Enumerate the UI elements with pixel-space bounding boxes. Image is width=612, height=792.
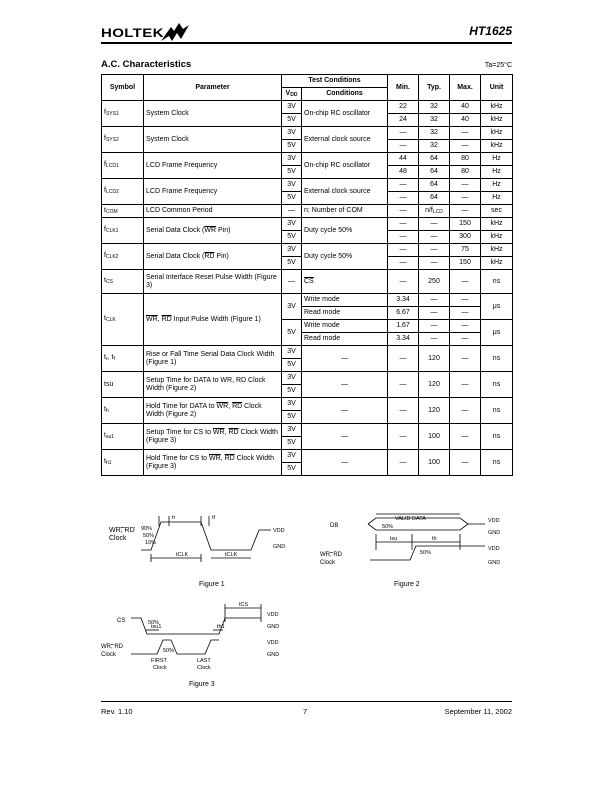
min-cell: 6.67 <box>388 307 419 320</box>
figure-3-caption: Figure 3 <box>189 681 215 688</box>
typ-cell: 32 <box>419 101 450 114</box>
col-unit: Unit <box>481 75 513 101</box>
table-row <box>102 346 513 359</box>
vdd-cell: 3V <box>282 179 302 192</box>
symbol-cell: $t_h$ <box>102 398 144 424</box>
fig1-tclk-2: tCLK <box>225 552 238 558</box>
figure-1-caption: Figure 1 <box>199 581 225 588</box>
max-cell: 40 <box>450 114 481 127</box>
cond-cell: — <box>302 398 388 424</box>
cond-cell: — <box>302 372 388 398</box>
table-row <box>102 127 513 140</box>
vdd-cell: 3V <box>282 244 302 257</box>
max-cell: 150 <box>450 218 481 231</box>
vdd-cell: 3V <box>282 372 302 385</box>
unit-cell: kHz <box>481 127 513 140</box>
symbol-cell: $f_{SYS2}$ <box>102 127 144 153</box>
fig3-vdd-1: VDD <box>267 612 279 618</box>
unit-cell: kHz <box>481 114 513 127</box>
fig2-50pct-2: 50% <box>420 550 432 556</box>
max-cell: — <box>450 127 481 140</box>
fig3-gnd-2: GND <box>267 652 280 658</box>
vdd-cell: 5V <box>282 385 302 398</box>
vdd-cell: 5V <box>282 140 302 153</box>
fig1-signal-label: WR, RD <box>109 527 135 534</box>
min-cell: — <box>388 179 419 192</box>
max-cell: — <box>450 307 481 320</box>
min-cell: — <box>388 450 419 476</box>
figure-1-timing-diagram <box>101 510 311 590</box>
vdd-cell: 5V <box>282 231 302 244</box>
max-cell: 75 <box>450 244 481 257</box>
min-cell: 22 <box>388 101 419 114</box>
fig1-gnd: GND <box>273 544 286 550</box>
max-cell: — <box>450 424 481 450</box>
figure-3-timing-diagram <box>101 598 311 693</box>
vdd-cell: 5V <box>282 320 302 346</box>
param-cell: Setup Time for CS to $\overline{WR}$, $\overline{RD}$ Clock Width (Figure 3) <box>144 424 282 450</box>
param-cell: Serial Data Clock ($\overline{WR}$ Pin) <box>144 218 282 244</box>
fig3-signal-label: WR, RD <box>101 644 123 650</box>
table-row <box>102 218 513 231</box>
max-cell: — <box>450 205 481 218</box>
fig3-tcs: tCS <box>239 602 249 608</box>
param-cell: System Clock <box>144 101 282 127</box>
unit-cell: ns <box>481 346 513 372</box>
vdd-cell: 5V <box>282 359 302 372</box>
max-cell: 40 <box>450 101 481 114</box>
max-cell: — <box>450 140 481 153</box>
fig2-clock-label: Clock <box>320 560 336 566</box>
typ-cell: 64 <box>419 166 450 179</box>
vdd-cell: 5V <box>282 166 302 179</box>
col-typ: Typ. <box>419 75 450 101</box>
vdd-cell: — <box>282 205 302 218</box>
table-row <box>102 372 513 385</box>
symbol-cell: $f_{CLK1}$ <box>102 218 144 244</box>
figure-2-caption: Figure 2 <box>394 581 420 588</box>
cond-cell: On-chip RC oscillator <box>302 101 388 127</box>
symbol-cell: $f_{SYS1}$ <box>102 101 144 127</box>
header-row <box>102 75 513 88</box>
col-parameter: Parameter <box>144 75 282 101</box>
min-cell: 44 <box>388 153 419 166</box>
fig1-clock-label: Clock <box>109 535 127 542</box>
section-title: A.C. Characteristics <box>101 59 192 70</box>
max-cell: — <box>450 192 481 205</box>
unit-cell: sec <box>481 205 513 218</box>
fig2-tsu: tsu <box>390 536 398 542</box>
ac-characteristics-table <box>101 74 513 476</box>
typ-cell: 64 <box>419 192 450 205</box>
min-cell: — <box>388 192 419 205</box>
unit-cell: Hz <box>481 153 513 166</box>
typ-cell: 64 <box>419 153 450 166</box>
unit-cell: kHz <box>481 101 513 114</box>
col-vdd: $V_{DD}$ <box>282 88 302 101</box>
fig2-50pct-1: 50% <box>382 524 394 530</box>
unit-cell: ns <box>481 270 513 294</box>
param-cell: Setup Time for DATA to WR, RD Clock Width (Figure 2) <box>144 372 282 398</box>
symbol-cell: $t_{su1}$ <box>102 424 144 450</box>
max-cell: — <box>450 333 481 346</box>
min-cell: — <box>388 424 419 450</box>
figure-2-timing-diagram <box>320 510 520 590</box>
max-cell: 300 <box>450 231 481 244</box>
cond-cell: — <box>302 450 388 476</box>
typ-cell: — <box>419 244 450 257</box>
typ-cell: 120 <box>419 346 450 372</box>
vdd-cell: 5V <box>282 114 302 127</box>
cond-cell: External clock source <box>302 179 388 205</box>
param-cell: LCD Frame Frequency <box>144 179 282 205</box>
symbol-cell: $t_{CS}$ <box>102 270 144 294</box>
unit-cell: Hz <box>481 166 513 179</box>
unit-cell: μs <box>481 294 513 320</box>
symbol-cell: $f_{LCD1}$ <box>102 153 144 179</box>
table-row <box>102 270 513 294</box>
param-cell: LCD Frame Frequency <box>144 153 282 179</box>
cond-cell: Duty cycle 50% <box>302 244 388 270</box>
min-cell: — <box>388 257 419 270</box>
fig1-tf: tf <box>212 515 216 521</box>
max-cell: — <box>450 372 481 398</box>
min-cell: 3.34 <box>388 294 419 307</box>
vdd-cell: 5V <box>282 437 302 450</box>
unit-cell: ns <box>481 372 513 398</box>
fig3-cs-label: CS <box>117 618 126 624</box>
fig3-clock-label: Clock <box>101 652 117 658</box>
unit-cell: Hz <box>481 179 513 192</box>
unit-cell: kHz <box>481 244 513 257</box>
cond-cell: Write mode <box>302 294 388 307</box>
min-cell: 24 <box>388 114 419 127</box>
vdd-cell: 5V <box>282 411 302 424</box>
max-cell: — <box>450 179 481 192</box>
fig3-vdd-2: VDD <box>267 640 279 646</box>
min-cell: — <box>388 398 419 424</box>
cond-cell: $\overline{CS}$ <box>302 270 388 294</box>
vdd-cell: 3V <box>282 398 302 411</box>
typ-cell: 250 <box>419 270 450 294</box>
max-cell: — <box>450 294 481 307</box>
max-cell: 150 <box>450 257 481 270</box>
fig2-gnd-2: GND <box>488 560 501 566</box>
table-row <box>102 398 513 411</box>
max-cell: — <box>450 398 481 424</box>
fig3-tsu1: tsu1 <box>151 624 162 630</box>
typ-cell: 120 <box>419 372 450 398</box>
typ-cell: — <box>419 231 450 244</box>
fig1-90pct: 90% <box>141 526 153 532</box>
date: September 11, 2002 <box>444 707 512 716</box>
cond-cell: External clock source <box>302 127 388 153</box>
unit-cell: μs <box>481 320 513 346</box>
min-cell: — <box>388 218 419 231</box>
typ-cell: 100 <box>419 424 450 450</box>
param-cell: Rise or Fall Time Serial Data Clock Width (Figure 1) <box>144 346 282 372</box>
table-row <box>102 424 513 437</box>
table-row <box>102 179 513 192</box>
fig1-tclk-1: tCLK <box>176 552 189 558</box>
unit-cell: ns <box>481 450 513 476</box>
col-min: Min. <box>388 75 419 101</box>
col-conditions: Conditions <box>302 88 388 101</box>
typ-cell: $n/f_{LCD}$ <box>419 205 450 218</box>
min-cell: — <box>388 244 419 257</box>
fig3-first: FIRST <box>151 658 167 664</box>
unit-cell: kHz <box>481 140 513 153</box>
table-row <box>102 101 513 114</box>
ambient-temp-note: Ta=25°C <box>484 62 512 69</box>
typ-cell: — <box>419 294 450 307</box>
min-cell: — <box>388 372 419 398</box>
fig3-50pct-2: 50% <box>163 648 175 654</box>
footer-rule <box>101 701 512 702</box>
param-cell: Serial Data Clock ($\overline{RD}$ Pin) <box>144 244 282 270</box>
typ-cell: 64 <box>419 179 450 192</box>
max-cell: 80 <box>450 166 481 179</box>
param-cell: System Clock <box>144 127 282 153</box>
symbol-cell: $f_{LCD2}$ <box>102 179 144 205</box>
vdd-cell: 3V <box>282 101 302 114</box>
min-cell: — <box>388 140 419 153</box>
fig2-signal-label: WR, RD <box>320 552 342 558</box>
param-cell: Hold Time for DATA to $\overline{WR}$, $\overline{RD}$ Clock Width (Figure 2) <box>144 398 282 424</box>
vdd-cell: 3V <box>282 294 302 320</box>
col-symbol: Symbol <box>102 75 144 101</box>
fig3-last-clock: Clock <box>197 665 211 671</box>
min-cell: 48 <box>388 166 419 179</box>
min-cell: 3.34 <box>388 333 419 346</box>
cond-cell: Write mode <box>302 320 388 333</box>
cond-cell: — <box>302 424 388 450</box>
typ-cell: — <box>419 333 450 346</box>
vdd-cell: — <box>282 270 302 294</box>
cond-cell: Read mode <box>302 307 388 320</box>
fig2-valid-data: VALID DATA <box>395 516 426 522</box>
fig2-vdd-2: VDD <box>488 546 500 552</box>
revision: Rev. 1.10 <box>101 707 133 716</box>
col-test-conditions: Test Conditions <box>282 75 388 88</box>
table-row <box>102 205 513 218</box>
fig2-vdd-1: VDD <box>488 518 500 524</box>
typ-cell: — <box>419 307 450 320</box>
param-cell: $\overline{WR}$, $\overline{RD}$ Input Pulse Width (Figure 1) <box>144 294 282 346</box>
min-cell: — <box>388 346 419 372</box>
vdd-cell: 3V <box>282 450 302 463</box>
header-rule <box>101 42 512 44</box>
fig2-gnd-1: GND <box>488 530 501 536</box>
max-cell: — <box>450 346 481 372</box>
vdd-cell: 3V <box>282 346 302 359</box>
vdd-cell: 3V <box>282 218 302 231</box>
cond-cell: Read mode <box>302 333 388 346</box>
param-cell: LCD Common Period <box>144 205 282 218</box>
param-cell: Hold Time for CS to $\overline{WR}$, $\overline{RD}$ Clock Width (Figure 3) <box>144 450 282 476</box>
unit-cell: kHz <box>481 257 513 270</box>
fig3-th1: th1 <box>217 624 225 630</box>
symbol-cell: $f_{CLK2}$ <box>102 244 144 270</box>
typ-cell: 120 <box>419 398 450 424</box>
table-row <box>102 153 513 166</box>
fig2-th: th <box>432 536 437 542</box>
max-cell: 80 <box>450 153 481 166</box>
vdd-cell: 5V <box>282 257 302 270</box>
cond-cell: On-chip RC oscillator <box>302 153 388 179</box>
unit-cell: kHz <box>481 231 513 244</box>
vdd-cell: 3V <box>282 153 302 166</box>
fig1-10pct: 10% <box>145 540 157 546</box>
fig3-gnd-1: GND <box>267 624 280 630</box>
part-number: HT1625 <box>469 24 512 38</box>
min-cell: — <box>388 205 419 218</box>
symbol-cell: $t_{h1}$ <box>102 450 144 476</box>
col-max: Max. <box>450 75 481 101</box>
min-cell: — <box>388 270 419 294</box>
typ-cell: — <box>419 257 450 270</box>
fig1-tr: tr <box>172 515 176 521</box>
param-cell: Serial Interface Reset Pulse Width (Figure 3) <box>144 270 282 294</box>
cond-cell: n: Number of COM <box>302 205 388 218</box>
typ-cell: 32 <box>419 140 450 153</box>
page-number: 7 <box>303 707 308 716</box>
table-row <box>102 244 513 257</box>
cond-cell: — <box>302 346 388 372</box>
max-cell: — <box>450 450 481 476</box>
unit-cell: ns <box>481 424 513 450</box>
unit-cell: ns <box>481 398 513 424</box>
fig3-last: LAST <box>197 658 211 664</box>
min-cell: — <box>388 127 419 140</box>
vdd-cell: 3V <box>282 127 302 140</box>
cond-cell: Duty cycle 50% <box>302 218 388 244</box>
symbol-cell: $t_{CLK}$ <box>102 294 144 346</box>
fig1-vdd: VDD <box>273 528 285 534</box>
typ-cell: 32 <box>419 114 450 127</box>
fig1-50pct: 50% <box>143 533 155 539</box>
unit-cell: kHz <box>481 218 513 231</box>
table-row <box>102 294 513 307</box>
symbol-cell: tsu <box>102 372 144 398</box>
vdd-cell: 3V <box>282 424 302 437</box>
fig3-50pct-1: 50% <box>148 620 160 626</box>
vdd-cell: 5V <box>282 463 302 476</box>
min-cell: — <box>388 231 419 244</box>
typ-cell: 32 <box>419 127 450 140</box>
unit-cell: Hz <box>481 192 513 205</box>
fig3-first-clock: Clock <box>153 665 167 671</box>
max-cell: — <box>450 270 481 294</box>
typ-cell: — <box>419 218 450 231</box>
min-cell: 1.67 <box>388 320 419 333</box>
table-row <box>102 450 513 463</box>
max-cell: — <box>450 320 481 333</box>
logo-text: HOLTEK <box>101 26 164 40</box>
fig2-db-label: DB <box>330 523 339 529</box>
vdd-cell: 5V <box>282 192 302 205</box>
symbol-cell: $t_{COM}$ <box>102 205 144 218</box>
typ-cell: — <box>419 320 450 333</box>
typ-cell: 100 <box>419 450 450 476</box>
symbol-cell: $t_r$, $t_f$ <box>102 346 144 372</box>
